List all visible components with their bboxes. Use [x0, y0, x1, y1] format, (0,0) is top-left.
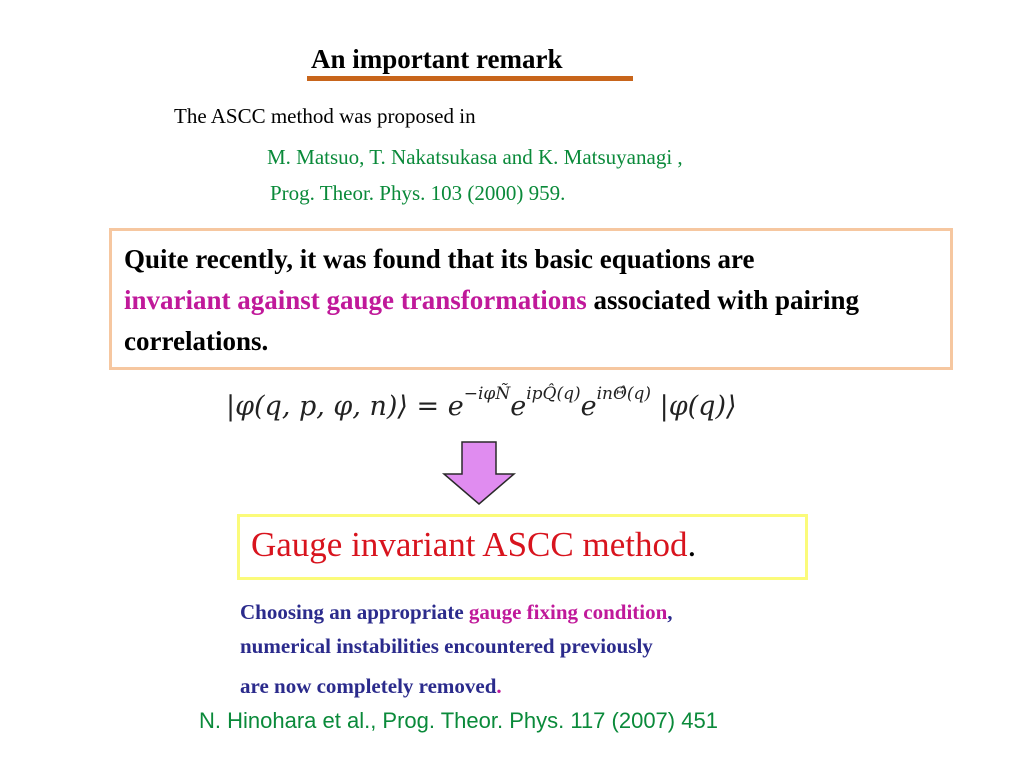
- finding-part1: Quite recently, it was found that its basic equations are: [124, 244, 755, 274]
- down-arrow-icon: [440, 440, 518, 506]
- formula-e3: e: [580, 391, 597, 422]
- intro-text: The ASCC method was proposed in: [174, 104, 476, 128]
- finding-part2: associated with pairing correlations.: [124, 285, 860, 356]
- finding-box: [109, 228, 953, 370]
- reference-hinohara: N. Hinohara et al., Prog. Theor. Phys. 117 (2007) 451: [199, 708, 718, 733]
- result-box: [237, 514, 808, 580]
- reference-journal: Prog. Theor. Phys. 103 (2000) 959.: [270, 181, 566, 205]
- result-period: .: [687, 525, 697, 564]
- formula-rhs: |φ(q)⟩: [651, 391, 737, 422]
- choosing-line3-period: .: [496, 674, 502, 698]
- result-label: Gauge invariant ASCC method: [251, 525, 688, 564]
- formula-exp1: −iφÑ: [463, 384, 511, 404]
- formula-lhs: |φ(q, p, φ, n)⟩ = e: [226, 391, 464, 422]
- formula-e2: e: [510, 391, 527, 422]
- gauge-fixing-highlight: gauge fixing condition: [468, 600, 668, 624]
- gauge-formula: [226, 384, 737, 422]
- formula-exp3: inΘ̂(q): [596, 384, 652, 404]
- finding-text: [124, 239, 944, 362]
- choosing-comma: ,: [667, 600, 673, 624]
- choosing-line3-text: are now completely removed: [240, 674, 497, 698]
- slide-title: An important remark: [311, 44, 563, 74]
- finding-highlight: invariant against gauge transformations: [124, 285, 587, 315]
- choosing-line-1: [240, 600, 673, 625]
- title-underline: [307, 76, 633, 81]
- choosing-line-2: numerical instabilities encountered previously: [240, 634, 653, 658]
- choosing-line-3: [240, 674, 502, 699]
- formula-exp2: ipQ̂(q): [526, 384, 581, 404]
- choosing-prefix: Choosing an appropriate: [240, 600, 469, 624]
- result-text: [251, 525, 696, 565]
- reference-authors: M. Matsuo, T. Nakatsukasa and K. Matsuyanagi ,: [267, 145, 683, 169]
